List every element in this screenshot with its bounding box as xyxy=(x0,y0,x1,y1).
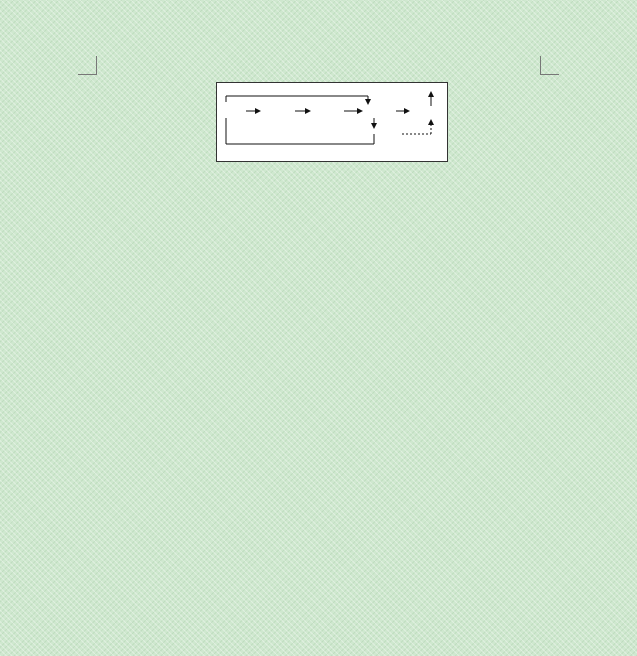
crop-mark-top-right xyxy=(540,56,559,75)
diagram-svg xyxy=(216,82,448,162)
document-body xyxy=(98,78,548,176)
immune-process-diagram xyxy=(98,82,548,162)
crop-mark-top-left xyxy=(78,56,97,75)
